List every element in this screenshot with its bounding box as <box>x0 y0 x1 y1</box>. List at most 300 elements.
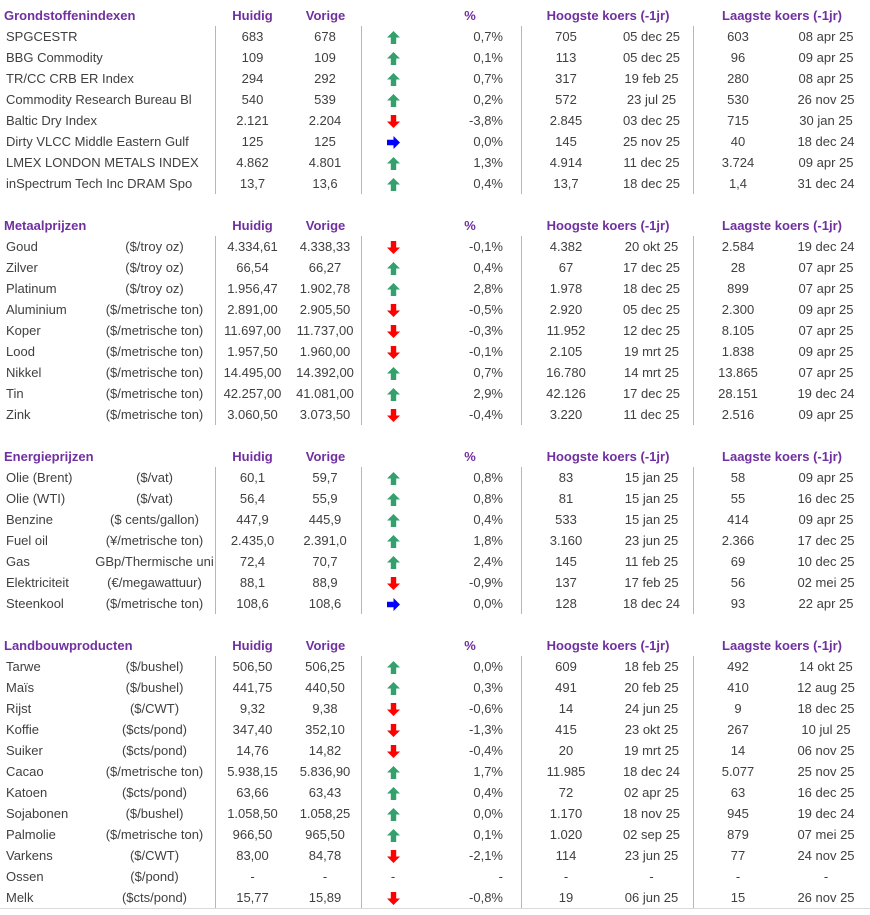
low-date: 07 apr 25 <box>798 281 854 296</box>
up-arrow-icon <box>387 661 400 674</box>
high-value: 42.126 <box>546 386 586 401</box>
value-previous: 55,9 <box>289 488 362 509</box>
value-current: 60,1 <box>239 470 266 485</box>
section-header-row <box>4 446 870 467</box>
value-previous: 11.737,00 <box>289 320 362 341</box>
value-current: 14,76 <box>236 743 269 758</box>
col-header-vorige: Vorige <box>305 449 346 464</box>
low-value: 77 <box>730 848 746 863</box>
value-current: 56,4 <box>239 491 266 506</box>
high-value: 137 <box>555 575 577 590</box>
commodity-unit <box>189 131 215 152</box>
low-value: 2.366 <box>721 533 755 548</box>
low-value: 63 <box>730 785 746 800</box>
value-current: 447,9 <box>236 512 269 527</box>
commodity-name: Maïs <box>6 680 35 695</box>
pct-change: 0,8% <box>424 488 522 509</box>
high-date: 11 feb 25 <box>610 551 694 572</box>
pct-change: -0,4% <box>424 740 522 761</box>
commodity-name: Commodity Research Bureau Bl <box>6 92 192 107</box>
value-current: 540 <box>241 92 264 107</box>
price-section <box>4 446 870 614</box>
value-previous: 352,10 <box>289 719 362 740</box>
table-row <box>4 530 870 551</box>
value-previous: 965,50 <box>289 824 362 845</box>
value-previous: 1.960,00 <box>289 341 362 362</box>
down-arrow-icon <box>387 577 400 590</box>
low-value: 9 <box>734 701 742 716</box>
commodity-unit: ($/troy oz) <box>125 239 184 254</box>
high-value: 3.220 <box>549 407 583 422</box>
up-arrow-icon <box>387 493 400 506</box>
low-date: 25 nov 25 <box>797 764 855 779</box>
high-value: 113 <box>555 50 577 65</box>
commodity-name: Varkens <box>6 848 53 863</box>
up-arrow-icon <box>387 808 400 821</box>
section-title: Grondstoffenindexen <box>4 8 136 23</box>
low-date: 10 dec 25 <box>797 554 855 569</box>
high-date: 05 dec 25 <box>610 26 694 47</box>
down-arrow-icon <box>387 409 400 422</box>
commodity-unit: ($/bushel) <box>125 806 184 821</box>
table-row <box>4 257 870 278</box>
pct-change: 0,4% <box>424 257 522 278</box>
value-current: 9,32 <box>239 701 266 716</box>
value-previous: 440,50 <box>289 677 362 698</box>
high-value: 2.920 <box>549 302 583 317</box>
commodity-name: Gas <box>6 554 30 569</box>
value-previous: 88,9 <box>289 572 362 593</box>
col-header-vorige: Vorige <box>305 8 346 23</box>
pct-change: 0,0% <box>424 803 522 824</box>
high-date: 19 feb 25 <box>610 68 694 89</box>
col-header-spacer <box>362 5 424 26</box>
trend-cell <box>362 530 424 551</box>
up-arrow-icon <box>387 682 400 695</box>
high-value: 4.382 <box>549 239 583 254</box>
value-current: 294 <box>241 71 264 86</box>
low-date: 26 nov 25 <box>797 890 855 905</box>
table-row <box>4 26 870 47</box>
trend-cell <box>362 572 424 593</box>
table-row <box>4 47 870 68</box>
high-date: 11 dec 25 <box>610 152 694 173</box>
commodity-name: Koffie <box>6 722 40 737</box>
table-row <box>4 803 870 824</box>
value-current: 15,77 <box>236 890 269 905</box>
high-value: - <box>563 869 569 884</box>
pct-change: 2,9% <box>424 383 522 404</box>
table-row <box>4 278 870 299</box>
right-arrow-icon <box>387 598 400 611</box>
pct-change: -1,3% <box>424 719 522 740</box>
table-row <box>4 320 870 341</box>
value-previous: 445,9 <box>289 509 362 530</box>
low-date: - <box>823 869 829 884</box>
section-title: Metaalprijzen <box>4 218 87 233</box>
value-previous: 125 <box>289 131 362 152</box>
high-value: 11.952 <box>546 323 586 338</box>
low-date: 10 jul 25 <box>801 722 851 737</box>
value-previous: 1.058,25 <box>289 803 362 824</box>
low-value: 5.077 <box>721 764 755 779</box>
col-header-hoogste: Hoogste koers (-1jr) <box>546 449 670 464</box>
commodity-unit: (€/megawattuur) <box>107 575 202 590</box>
col-header-hoogste: Hoogste koers (-1jr) <box>546 638 670 653</box>
low-value: 28.151 <box>718 386 758 401</box>
up-arrow-icon <box>387 157 400 170</box>
trend-cell <box>362 341 424 362</box>
commodity-name: Steenkool <box>6 596 64 611</box>
value-current: 5.938,15 <box>227 764 278 779</box>
value-current: 11.697,00 <box>224 323 281 338</box>
high-value: 533 <box>555 512 577 527</box>
commodity-unit: ($ cents/gallon) <box>110 512 199 527</box>
low-value: 603 <box>727 29 749 44</box>
section-header-row <box>4 5 870 26</box>
value-current: 42.257,00 <box>223 386 282 401</box>
commodity-name: Baltic Dry Index <box>6 113 98 128</box>
col-header-huidig: Huidig <box>232 449 273 464</box>
commodity-unit: ($/metrische ton) <box>105 344 204 359</box>
down-arrow-icon <box>387 115 400 128</box>
table-row <box>4 509 870 530</box>
pct-change: -0,3% <box>424 320 522 341</box>
value-current: 441,75 <box>232 680 273 695</box>
commodity-unit: ($/metrische ton) <box>105 596 204 611</box>
low-value: 55 <box>730 491 746 506</box>
up-arrow-icon <box>387 535 400 548</box>
value-previous: 2.905,50 <box>289 299 362 320</box>
high-value: 13,7 <box>553 176 579 191</box>
high-date: 15 jan 25 <box>610 467 694 488</box>
trend-cell <box>362 467 424 488</box>
low-date: 19 dec 24 <box>797 806 855 821</box>
col-header-spacer <box>362 446 424 467</box>
high-value: 491 <box>555 680 577 695</box>
trend-cell <box>362 593 424 614</box>
low-date: 16 dec 25 <box>797 785 855 800</box>
trend-cell <box>362 740 424 761</box>
low-value: 530 <box>727 92 749 107</box>
commodity-unit: ($/troy oz) <box>125 281 184 296</box>
commodity-unit: ($cts/pond) <box>121 743 188 758</box>
commodity-name: SPGCESTR <box>6 29 78 44</box>
up-arrow-icon <box>387 73 400 86</box>
commodity-name: Olie (Brent) <box>6 470 73 485</box>
commodity-name: Elektriciteit <box>6 575 69 590</box>
low-date: 16 dec 25 <box>797 491 855 506</box>
trend-cell <box>362 551 424 572</box>
down-arrow-icon <box>387 850 400 863</box>
high-value: 1.020 <box>549 827 583 842</box>
high-date: 19 mrt 25 <box>610 341 694 362</box>
commodity-unit: ($/metrische ton) <box>105 407 204 422</box>
pct-change: 0,3% <box>424 677 522 698</box>
no-change-dash: - <box>390 869 396 884</box>
commodity-name: Benzine <box>6 512 53 527</box>
low-value: 492 <box>727 659 749 674</box>
col-header-laagste: Laagste koers (-1jr) <box>722 449 842 464</box>
high-date: 17 dec 25 <box>610 257 694 278</box>
low-date: 09 apr 25 <box>798 155 854 170</box>
low-value: 15 <box>730 890 746 905</box>
pct-change: 0,1% <box>424 824 522 845</box>
high-date: 19 mrt 25 <box>610 740 694 761</box>
low-value: 58 <box>730 470 746 485</box>
commodity-name: LMEX LONDON METALS INDEX <box>6 155 199 170</box>
value-current: 2.435,0 <box>230 533 275 548</box>
trend-cell <box>362 257 424 278</box>
high-value: 1.170 <box>549 806 583 821</box>
commodity-name: Olie (WTI) <box>6 491 66 506</box>
value-current: 13,7 <box>239 176 266 191</box>
table-row <box>4 719 870 740</box>
high-value: 72 <box>558 785 574 800</box>
trend-cell <box>362 299 424 320</box>
trend-cell <box>362 761 424 782</box>
low-date: 07 apr 25 <box>798 323 854 338</box>
commodity-unit: ($/CWT) <box>129 848 180 863</box>
table-row <box>4 824 870 845</box>
low-date: 24 nov 25 <box>797 848 855 863</box>
trend-cell <box>362 488 424 509</box>
high-value: 11.985 <box>546 764 586 779</box>
commodity-name: Goud <box>6 239 38 254</box>
down-arrow-icon <box>387 745 400 758</box>
commodity-unit <box>199 152 215 173</box>
high-value: 20 <box>558 743 574 758</box>
table-row <box>4 698 870 719</box>
commodity-unit: ($/metrische ton) <box>105 323 204 338</box>
commodity-unit: GBp/Thermische uni <box>95 554 214 569</box>
value-current: 2.121 <box>236 113 269 128</box>
col-header-vorige: Vorige <box>305 218 346 233</box>
value-current: 83,00 <box>236 848 269 863</box>
right-arrow-icon <box>387 136 400 149</box>
up-arrow-icon <box>387 766 400 779</box>
commodity-unit: ($/vat) <box>136 491 173 506</box>
low-value: 93 <box>730 596 746 611</box>
low-value: 414 <box>727 512 749 527</box>
section-title: Landbouwproducten <box>4 638 133 653</box>
price-section <box>4 635 870 908</box>
trend-cell <box>362 110 424 131</box>
high-value: 67 <box>558 260 574 275</box>
section-header-row <box>4 635 870 656</box>
col-header-vorige: Vorige <box>305 638 346 653</box>
up-arrow-icon <box>387 178 400 191</box>
table-row <box>4 110 870 131</box>
high-date: 25 nov 25 <box>610 131 694 152</box>
table-row <box>4 488 870 509</box>
commodity-name: Lood <box>6 344 35 359</box>
high-date: 12 dec 25 <box>610 320 694 341</box>
high-value: 145 <box>555 134 577 149</box>
pct-change: 2,8% <box>424 278 522 299</box>
commodity-name: Platinum <box>6 281 57 296</box>
commodity-unit <box>103 47 215 68</box>
commodity-unit: ($/metrische ton) <box>105 764 204 779</box>
low-value: 56 <box>730 575 746 590</box>
table-row <box>4 362 870 383</box>
commodity-name: Suiker <box>6 743 43 758</box>
table-row <box>4 572 870 593</box>
high-date: - <box>610 866 694 887</box>
up-arrow-icon <box>387 787 400 800</box>
low-value: 945 <box>727 806 749 821</box>
commodity-name: Katoen <box>6 785 48 800</box>
pct-change: -2,1% <box>424 845 522 866</box>
high-date: 18 dec 24 <box>610 761 694 782</box>
high-value: 16.780 <box>546 365 586 380</box>
trend-cell <box>362 383 424 404</box>
commodity-name: Koper <box>6 323 41 338</box>
low-value: 96 <box>730 50 746 65</box>
low-value: 69 <box>730 554 746 569</box>
low-value: 14 <box>730 743 746 758</box>
value-previous: 108,6 <box>289 593 362 614</box>
value-current: 88,1 <box>239 575 266 590</box>
col-header-pct: % <box>464 638 476 653</box>
trend-cell <box>362 677 424 698</box>
table-row <box>4 341 870 362</box>
commodity-unit: ($cts/pond) <box>121 722 188 737</box>
low-date: 08 apr 25 <box>798 29 854 44</box>
trend-cell <box>362 404 424 425</box>
trend-cell <box>362 89 424 110</box>
low-date: 08 apr 25 <box>798 71 854 86</box>
high-date: 17 feb 25 <box>610 572 694 593</box>
high-value: 14 <box>558 701 574 716</box>
value-current: - <box>250 869 255 884</box>
commodity-name: Cacao <box>6 764 44 779</box>
up-arrow-icon <box>387 367 400 380</box>
trend-cell <box>362 68 424 89</box>
table-row <box>4 131 870 152</box>
high-date: 15 jan 25 <box>610 488 694 509</box>
low-date: 19 dec 24 <box>797 239 855 254</box>
value-current: 1.956,47 <box>227 281 278 296</box>
low-date: 30 jan 25 <box>799 113 853 128</box>
trend-cell <box>362 887 424 908</box>
pct-change: 1,3% <box>424 152 522 173</box>
pct-change: -3,8% <box>424 110 522 131</box>
value-current: 1.058,50 <box>227 806 278 821</box>
value-previous: 70,7 <box>289 551 362 572</box>
value-current: 2.891,00 <box>227 302 278 317</box>
commodity-name: BBG Commodity <box>6 50 103 65</box>
table-row <box>4 551 870 572</box>
value-previous: 109 <box>289 47 362 68</box>
pct-change: -0,5% <box>424 299 522 320</box>
col-header-hoogste: Hoogste koers (-1jr) <box>546 218 670 233</box>
value-previous: 66,27 <box>289 257 362 278</box>
commodity-unit <box>94 26 215 47</box>
value-current: 347,40 <box>232 722 273 737</box>
low-date: 02 mei 25 <box>797 575 855 590</box>
commodity-unit: ($/CWT) <box>129 701 180 716</box>
pct-change: - <box>424 866 522 887</box>
table-row <box>4 383 870 404</box>
value-previous: 678 <box>289 26 362 47</box>
trend-cell <box>362 131 424 152</box>
commodity-unit <box>192 89 215 110</box>
up-arrow-icon <box>387 52 400 65</box>
low-date: 09 apr 25 <box>798 512 854 527</box>
value-previous: 63,43 <box>289 782 362 803</box>
high-date: 17 dec 25 <box>610 383 694 404</box>
table-row <box>4 677 870 698</box>
col-header-spacer <box>362 635 424 656</box>
low-value: 1.838 <box>721 344 755 359</box>
pct-change: 0,4% <box>424 173 522 194</box>
table-row <box>4 593 870 614</box>
value-previous: 1.902,78 <box>289 278 362 299</box>
value-previous: 5.836,90 <box>289 761 362 782</box>
up-arrow-icon <box>387 514 400 527</box>
value-current: 72,4 <box>239 554 266 569</box>
value-current: 63,66 <box>236 785 269 800</box>
value-previous: 59,7 <box>289 467 362 488</box>
low-value: 3.724 <box>721 155 755 170</box>
col-header-laagste: Laagste koers (-1jr) <box>722 8 842 23</box>
table-row <box>4 173 870 194</box>
commodity-name: Tarwe <box>6 659 41 674</box>
trend-cell <box>362 824 424 845</box>
table-row <box>4 68 870 89</box>
pct-change: 1,7% <box>424 761 522 782</box>
value-previous: 539 <box>289 89 362 110</box>
col-header-huidig: Huidig <box>232 218 273 233</box>
up-arrow-icon <box>387 283 400 296</box>
high-date: 05 dec 25 <box>610 299 694 320</box>
col-header-huidig: Huidig <box>232 638 273 653</box>
trend-cell <box>362 320 424 341</box>
trend-cell <box>362 362 424 383</box>
commodity-unit: ($/metrische ton) <box>105 386 204 401</box>
low-value: 879 <box>727 827 749 842</box>
high-value: 3.160 <box>549 533 583 548</box>
table-row <box>4 866 870 887</box>
commodity-unit <box>97 110 215 131</box>
trend-cell <box>362 845 424 866</box>
high-date: 03 dec 25 <box>610 110 694 131</box>
value-previous: 2.391,0 <box>289 530 362 551</box>
value-current: 109 <box>241 50 264 65</box>
value-current: 506,50 <box>232 659 273 674</box>
value-current: 14.495,00 <box>223 365 282 380</box>
commodity-name: Aluminium <box>6 302 67 317</box>
commodity-unit: ($/pond) <box>130 869 179 884</box>
value-previous: 84,78 <box>289 845 362 866</box>
low-date: 22 apr 25 <box>798 596 854 611</box>
trend-cell <box>362 26 424 47</box>
high-value: 145 <box>555 554 577 569</box>
high-value: 1.978 <box>549 281 583 296</box>
value-current: 966,50 <box>232 827 273 842</box>
down-arrow-icon <box>387 346 400 359</box>
value-previous: 9,38 <box>289 698 362 719</box>
trend-cell <box>362 236 424 257</box>
trend-cell <box>362 803 424 824</box>
pct-change: 0,0% <box>424 656 522 677</box>
high-value: 609 <box>555 659 577 674</box>
high-date: 15 jan 25 <box>610 509 694 530</box>
low-date: 17 dec 25 <box>797 533 855 548</box>
low-value: 2.300 <box>721 302 755 317</box>
high-date: 02 apr 25 <box>610 782 694 803</box>
